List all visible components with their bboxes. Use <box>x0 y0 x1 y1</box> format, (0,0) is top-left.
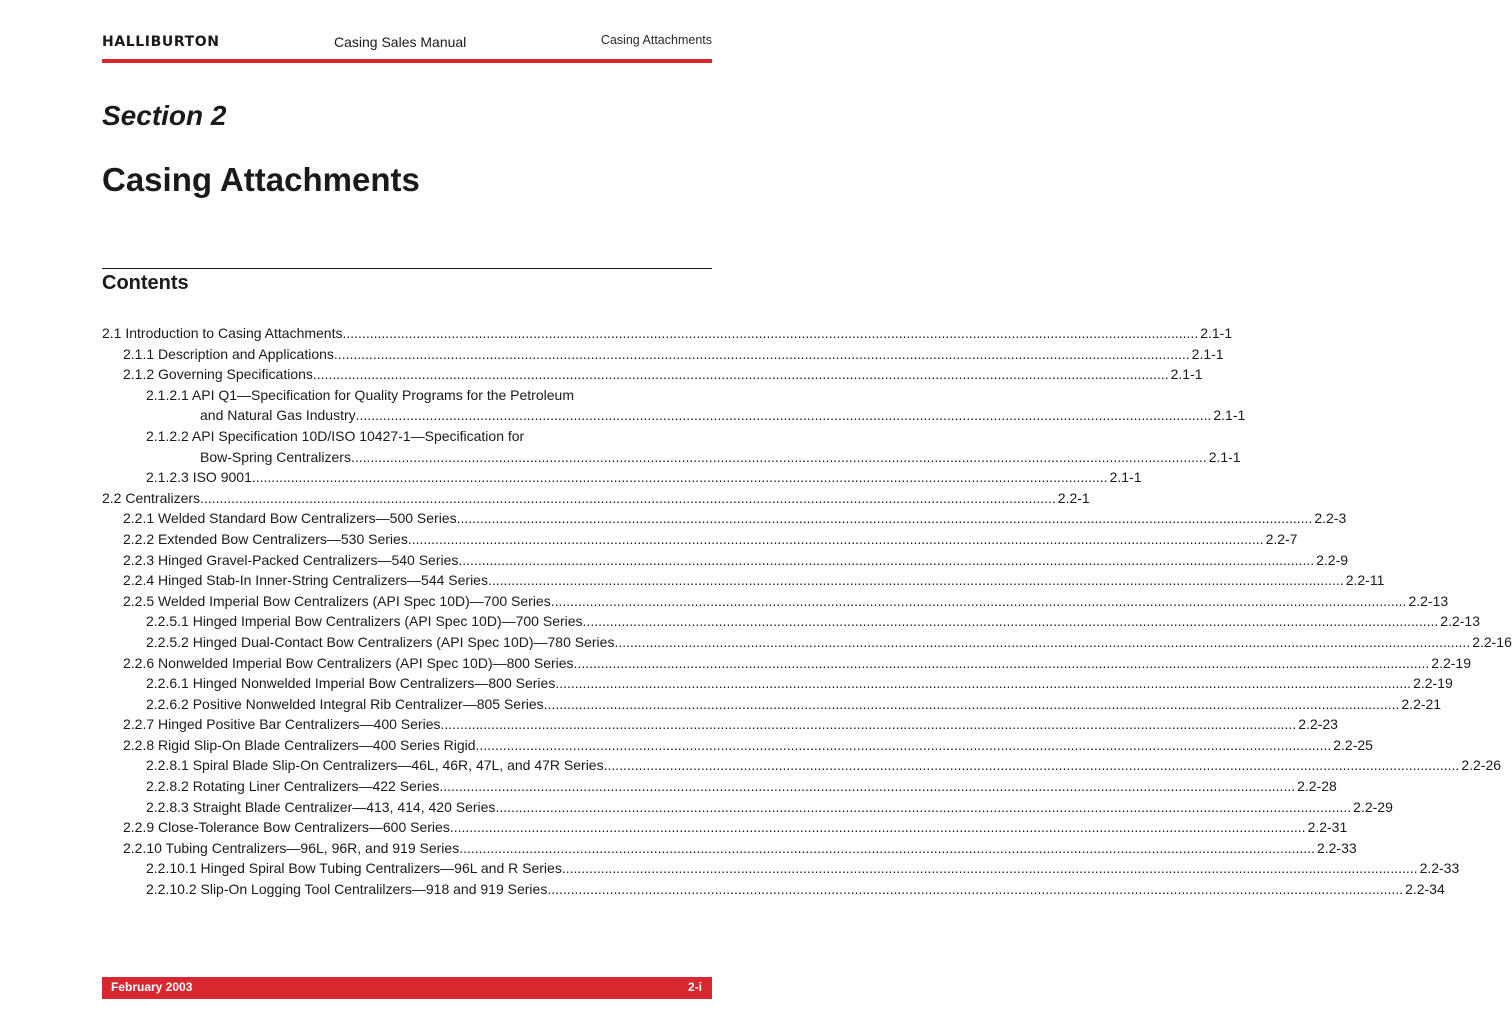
toc-entry-title: 2.2.10.1 Hinged Spiral Bow Tubing Centralizers—96L and R Series <box>146 860 562 877</box>
toc-page-number: 2.2-21 <box>1401 695 1442 712</box>
toc-entry[interactable] <box>102 323 1233 344</box>
toc-entry-title: 2.2.6 Nonwelded Imperial Bow Centralizers (API Spec 10D)—800 Series <box>123 654 574 671</box>
toc-entry-title: 2.1.2 Governing Specifications <box>123 366 313 383</box>
toc-entry[interactable] <box>102 364 1203 385</box>
toc-entry[interactable] <box>102 673 1453 694</box>
toc-dot-leader: ............................................................................................................................................................................................................................ <box>200 489 1056 506</box>
toc-dot-leader: ............................................................................................................................................................................................................................ <box>550 592 1407 609</box>
toc-entry-title: 2.2 Centralizers <box>102 489 201 506</box>
toc-page-number: 2.1-1 <box>1213 407 1246 424</box>
page-footer <box>102 977 712 999</box>
toc-page-number: 2.2-33 <box>1419 860 1460 877</box>
toc-entry[interactable] <box>102 797 1393 818</box>
toc-entry[interactable] <box>102 405 1246 426</box>
toc-entry[interactable] <box>102 426 712 447</box>
toc-entry-title: 2.2.8.2 Rotating Liner Centralizers—422 Series <box>146 778 440 795</box>
toc-entry-title: 2.2.9 Close-Tolerance Bow Centralizers—600 Series <box>123 819 450 836</box>
toc-page-number: 2.1-1 <box>1109 469 1142 486</box>
toc-entry-title: 2.1.2.1 API Q1—Specification for Quality Programs for the Petroleum <box>146 386 574 403</box>
footer-date: February 2003 <box>111 980 193 994</box>
toc-page-number: 2.2-3 <box>1314 510 1347 527</box>
toc-page-number: 2.2-28 <box>1297 778 1337 795</box>
toc-dot-leader: ............................................................................................................................................................................................................................ <box>439 778 1296 795</box>
toc-entry[interactable] <box>102 838 1357 859</box>
toc-page-number: 2.1-1 <box>1208 448 1241 465</box>
toc-page-number: 2.2-9 <box>1316 551 1349 568</box>
header-red-rule <box>102 59 712 63</box>
toc-entry-title: 2.2.2 Extended Bow Centralizers—530 Series <box>123 530 408 547</box>
toc-entry-title: 2.2.5.2 Hinged Dual-Contact Bow Centralizers (API Spec 10D)—780 Series <box>146 633 615 650</box>
toc-page-number: 2.2-13 <box>1440 613 1480 630</box>
toc-entry-title: 2.2.8.1 Spiral Blade Slip-On Centralizers—46L, 46R, 47L, and 47R Series <box>146 757 604 774</box>
toc-entry-title: 2.2.6.2 Positive Nonwelded Integral Rib Centralizer—805 Series <box>146 695 544 712</box>
toc-page-number: 2.2-33 <box>1316 839 1357 856</box>
toc-dot-leader: ............................................................................................................................................................................................................................ <box>487 572 1344 589</box>
toc-entry[interactable] <box>102 385 712 406</box>
toc-entry-title: 2.2.8 Rigid Slip-On Blade Centralizers—400 Series Rigid <box>123 736 476 753</box>
toc-page-number: 2.2-1 <box>1057 489 1090 506</box>
toc-entry[interactable] <box>102 570 1385 591</box>
toc-entry-title: 2.2.5 Welded Imperial Bow Centralizers (API Spec 10D)—700 Series <box>123 592 551 609</box>
toc-dot-leader: ............................................................................................................................................................................................................................ <box>603 757 1460 774</box>
toc-entry-title: 2.1.1 Description and Applications <box>123 345 334 362</box>
toc-entry[interactable] <box>102 611 1480 632</box>
toc-entry-title: 2.1.2.2 API Specification 10D/ISO 10427-1—Specification for <box>146 427 525 444</box>
toc-page-number: 2.2-7 <box>1265 530 1298 547</box>
toc-entry[interactable] <box>102 632 1512 653</box>
toc-dot-leader: ............................................................................................................................................................................................................................ <box>342 325 1199 341</box>
toc-dot-leader: ............................................................................................................................................................................................................................ <box>459 839 1315 856</box>
toc-entry[interactable] <box>102 653 1471 674</box>
header-section-name: Casing Attachments <box>600 33 712 47</box>
toc-page-number: 2.2-16 <box>1472 633 1512 650</box>
toc-dot-leader: ............................................................................................................................................................................................................................ <box>449 819 1306 836</box>
toc-entry[interactable] <box>102 529 1298 550</box>
toc-entry[interactable] <box>102 550 1349 571</box>
toc-dot-leader: ............................................................................................................................................................................................................................ <box>458 551 1315 568</box>
toc-entry[interactable] <box>102 858 1460 879</box>
toc-dot-leader: ............................................................................................................................................................................................................................ <box>333 345 1190 362</box>
contents-divider <box>102 268 712 269</box>
table-of-contents <box>102 323 1512 900</box>
page-title: Casing Attachments <box>102 161 420 198</box>
toc-entry[interactable] <box>102 344 1224 365</box>
toc-page-number: 2.2-11 <box>1345 572 1385 589</box>
toc-dot-leader: ............................................................................................................................................................................................................................ <box>407 530 1264 547</box>
toc-entry[interactable] <box>102 447 1241 468</box>
toc-entry[interactable] <box>102 817 1348 838</box>
manual-title: Casing Sales Manual <box>334 34 467 50</box>
toc-entry-title: 2.1 Introduction to Casing Attachments <box>102 325 343 341</box>
toc-page-number: 2.2-13 <box>1408 592 1449 609</box>
toc-entry[interactable] <box>102 714 1338 735</box>
toc-entry-title: and Natural Gas Industry <box>200 407 356 424</box>
toc-dot-leader: ............................................................................................................................................................................................................................ <box>547 881 1404 898</box>
toc-dot-leader: ............................................................................................................................................................................................................................ <box>561 860 1418 877</box>
toc-dot-leader: ............................................................................................................................................................................................................................ <box>456 510 1313 527</box>
toc-entry[interactable] <box>102 735 1373 756</box>
toc-entry[interactable] <box>102 694 1442 715</box>
toc-dot-leader: ............................................................................................................................................................................................................................ <box>251 469 1108 486</box>
toc-entry-title: 2.2.5.1 Hinged Imperial Bow Centralizers (API Spec 10D)—700 Series <box>146 613 583 630</box>
toc-page-number: 2.2-19 <box>1413 675 1453 692</box>
toc-page-number: 2.1-1 <box>1200 325 1233 341</box>
toc-entry-title: 2.2.4 Hinged Stab-In Inner-String Centralizers—544 Series <box>123 572 488 589</box>
halliburton-logo: HALLIBURTON <box>102 34 220 50</box>
toc-entry[interactable] <box>102 879 1445 900</box>
toc-entry-title: 2.2.3 Hinged Gravel-Packed Centralizers—540 Series <box>123 551 459 568</box>
toc-entry-title: Bow-Spring Centralizers <box>200 448 351 465</box>
toc-dot-leader: ............................................................................................................................................................................................................................ <box>543 695 1400 712</box>
toc-entry-title: 2.2.8.3 Straight Blade Centralizer—413, 414, 420 Series <box>146 798 496 815</box>
footer-page-number: 2-i <box>687 980 702 994</box>
toc-page-number: 2.2-34 <box>1405 881 1445 898</box>
toc-entry-title: 2.2.7 Hinged Positive Bar Centralizers—400 Series <box>123 716 441 733</box>
toc-dot-leader: ............................................................................................................................................................................................................................ <box>573 654 1430 671</box>
toc-page-number: 2.2-19 <box>1431 654 1471 671</box>
toc-page-number: 2.2-31 <box>1307 819 1348 836</box>
toc-dot-leader: ............................................................................................................................................................................................................................ <box>475 736 1332 753</box>
toc-dot-leader: ............................................................................................................................................................................................................................ <box>355 407 1212 424</box>
toc-entry-title: 2.1.2.3 ISO 9001 <box>146 469 252 486</box>
contents-heading: Contents <box>102 272 189 294</box>
toc-page-number: 2.2-25 <box>1333 736 1373 753</box>
page-header <box>102 30 712 58</box>
toc-entry-title: 2.2.10 Tubing Centralizers—96L, 96R, and 919 Series <box>123 839 460 856</box>
toc-dot-leader: ............................................................................................................................................................................................................................ <box>312 366 1169 383</box>
toc-entry-title: 2.2.10.2 Slip-On Logging Tool Centralilzers—918 and 919 Series <box>146 881 548 898</box>
toc-entry[interactable] <box>102 508 1347 529</box>
toc-page-number: 2.2-26 <box>1461 757 1502 774</box>
toc-entry-title: 2.2.6.1 Hinged Nonwelded Imperial Bow Centralizers—800 Series <box>146 675 556 692</box>
toc-page-number: 2.1-1 <box>1170 366 1203 383</box>
toc-dot-leader: ............................................................................................................................................................................................................................ <box>495 798 1352 815</box>
toc-entry[interactable] <box>102 467 1142 488</box>
toc-dot-leader: ............................................................................................................................................................................................................................ <box>555 675 1412 692</box>
toc-entry-title: 2.2.1 Welded Standard Bow Centralizers—500 Series <box>123 510 457 527</box>
toc-dot-leader: ............................................................................................................................................................................................................................ <box>440 716 1297 733</box>
toc-entry[interactable] <box>102 776 1337 797</box>
toc-entry[interactable] <box>102 488 1090 509</box>
section-label: Section 2 <box>102 100 227 131</box>
toc-dot-leader: ............................................................................................................................................................................................................................ <box>350 448 1207 465</box>
toc-page-number: 2.1-1 <box>1191 345 1224 362</box>
toc-page-number: 2.2-23 <box>1298 716 1338 733</box>
toc-page-number: 2.2-29 <box>1353 798 1393 815</box>
toc-dot-leader: ............................................................................................................................................................................................................................ <box>614 633 1471 650</box>
toc-dot-leader: ............................................................................................................................................................................................................................ <box>582 613 1439 630</box>
toc-entry[interactable] <box>102 591 1449 612</box>
toc-entry[interactable] <box>102 755 1502 776</box>
